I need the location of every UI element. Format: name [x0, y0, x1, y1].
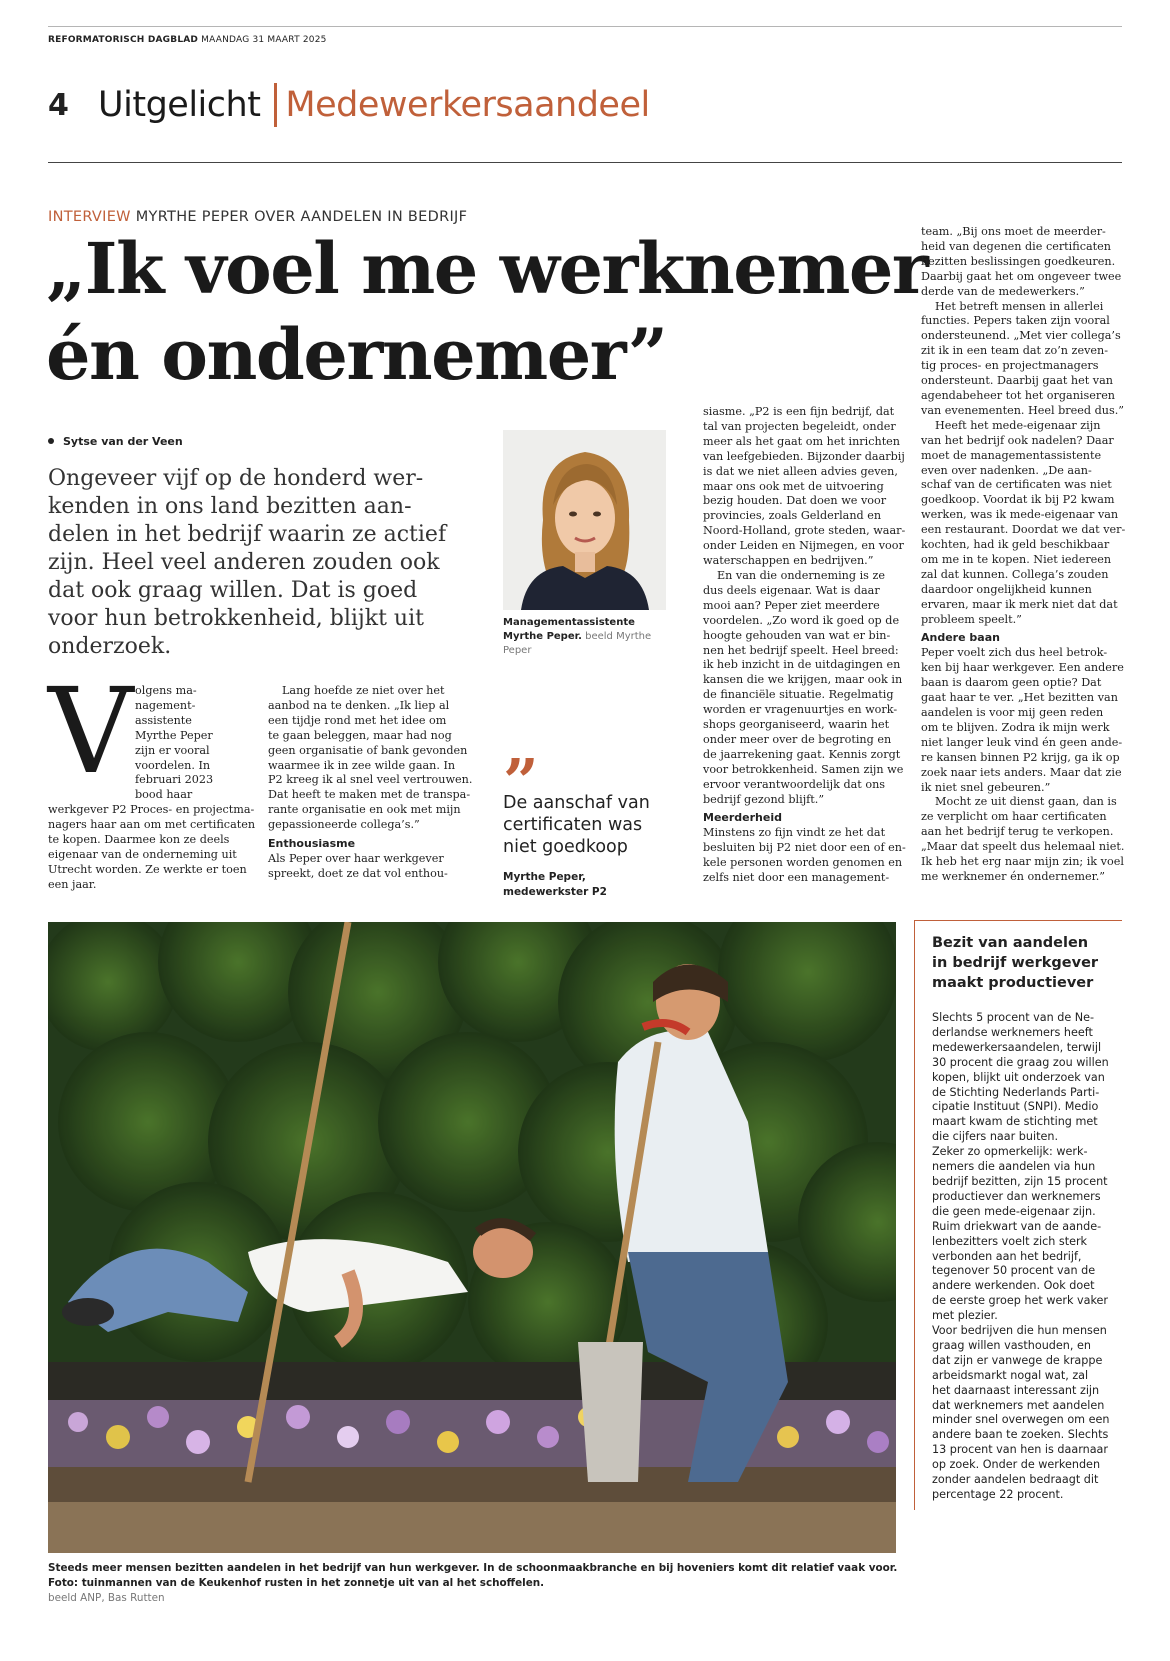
sidebar-text-line: arbeidsmarkt nogal wat, zal	[932, 1368, 1089, 1382]
photo-caption-line-1: Steeds meer mensen bezitten aandelen in het bedrijf van hun werkgever. In de schoonmaakbranche en bij hoveniers komt dit relatief vaak voor.	[48, 1562, 898, 1574]
section-title: Uitgelicht	[98, 85, 261, 125]
text-line: niet langer leuk vind én geen ande-	[921, 735, 1123, 749]
lead-line: onderzoek.	[48, 634, 172, 659]
text-line: ervoor verantwoordelijk dat ons	[703, 777, 886, 791]
section-subtitle: Medewerkersaandeel	[285, 85, 650, 125]
sidebar-text-line: de eerste groep het werk vaker	[932, 1294, 1109, 1308]
lead-line: kenden in ons land bezitten aan-	[48, 494, 412, 519]
text-line: van evenementen. Heel breed dus.”	[921, 403, 1124, 417]
sidebar-text-line: 13 procent van hen is daarnaar	[932, 1443, 1109, 1457]
pull-quote-attribution	[503, 870, 607, 900]
text-line: Ik heb het erg naar mijn zin; ik voel	[921, 855, 1124, 869]
text-line: tal van projecten begeleidt, onder	[703, 419, 896, 433]
sidebar-text-line: die cijfers naar buiten.	[932, 1130, 1058, 1144]
sidebar-text-line: cipatie Instituut (SNPI). Medio	[932, 1100, 1099, 1114]
page-number: 4	[48, 87, 69, 123]
masthead	[48, 35, 327, 45]
text-line: kansen die we krijgen, maar ook in	[703, 673, 903, 687]
text-line: aanbod na te denken. „Ik liep al	[268, 698, 450, 712]
text-line: voordelen. In	[135, 758, 211, 772]
pull-quote	[503, 792, 650, 858]
text-line: eigenaar van de onderneming uit	[48, 847, 237, 861]
sidebar-text-line: met plezier.	[932, 1309, 998, 1323]
text-line: provincies, zoals Gelderland en	[703, 509, 882, 523]
text-line: Dat heeft te maken met de transpa-	[268, 788, 471, 802]
text-line: schaf van de certificaten was niet	[921, 478, 1112, 492]
text-line: mooi aan? Peper ziet meerdere	[703, 598, 880, 612]
lead-line: zijn. Heel veel anderen zouden ook	[48, 550, 440, 575]
text-line: siasme. „P2 is een fijn bedrijf, dat	[703, 405, 895, 418]
article-headline	[46, 226, 928, 398]
sidebar-text-line: Zeker zo opmerkelijk: werk-	[932, 1145, 1088, 1159]
photo-caption-line-2: Foto: tuinmannen van de Keukenhof rusten in het zonnetje uit van al het schoffelen.	[48, 1577, 545, 1589]
photo-caption-line-2-wrap	[48, 1576, 897, 1606]
text-line: onder meer over de begroting en	[703, 732, 892, 746]
portrait-credit: beeld Myrthe	[585, 631, 652, 642]
quote-attr-role: medewerkster P2	[503, 886, 607, 898]
sidebar-text-line: derlandse werknemers heeft	[932, 1025, 1093, 1039]
text-line: ondersteunt. Daarbij gaat het van	[921, 374, 1113, 388]
portrait-illustration	[503, 430, 666, 610]
pull-quote-line: certificaten was	[503, 815, 643, 835]
article-column-4	[921, 225, 1125, 885]
text-line: bedrijf gezond blijft.”	[703, 792, 825, 806]
sidebar-text-line: percentage 22 procent.	[932, 1488, 1064, 1501]
text-line: nen het bedrijf speelt. Heel breed:	[703, 643, 899, 657]
lead-line: delen in het bedrijf waarin ze actief	[48, 522, 447, 547]
article-column-1	[48, 684, 255, 893]
sidebar-text-line: zonder aandelen bedraagt dit	[932, 1473, 1099, 1487]
text-line: shops georganiseerd, waarin het	[703, 718, 890, 732]
portrait-photo	[503, 430, 666, 610]
text-line: hoogte gehouden van wat er bin-	[703, 628, 891, 642]
sidebar-heading	[932, 933, 1098, 993]
text-line: ondersteunend. „Met vier collega’s	[921, 329, 1121, 343]
lead-line: dat ook graag willen. Dat is goed	[48, 578, 418, 603]
text-line: gepassioneerde collega’s.”	[268, 818, 420, 832]
text-line: Als Peper over haar werkgever	[268, 851, 444, 865]
text-line: te gaan beleggen, maar had nog	[268, 728, 452, 742]
text-line: de financiële situatie. Regelmatig	[703, 688, 894, 702]
text-line: derde van de medewerkers.”	[921, 284, 1085, 298]
text-line: olgens ma-	[135, 684, 197, 697]
gardeners-illustration	[48, 922, 896, 1553]
sidebar-text-line: lenbezitters voelt zich sterk	[932, 1234, 1088, 1248]
text-line: agendabeheer tot het organiseren	[921, 388, 1116, 402]
photo-credit: beeld ANP, Bas Rutten	[48, 1592, 165, 1604]
text-line: is dat we niet alleen advies geven,	[703, 464, 898, 478]
text-line: dus deels eigenaar. Wat is daar	[703, 583, 880, 597]
masthead-rule	[48, 26, 1122, 27]
text-line: zal dat kunnen. Collega’s zouden	[921, 567, 1109, 581]
text-line: „Maar dat speelt dus helemaal niet.	[921, 840, 1125, 854]
text-line: rante organisatie en ook met mijn	[268, 803, 461, 817]
sidebar-text-line: 30 procent die graag zou willen	[932, 1055, 1109, 1069]
text-line: waarmee ik in zee wilde gaan. In	[268, 758, 456, 772]
text-line: kele personen worden genomen en	[703, 856, 903, 870]
text-line: onder Leiden en Nijmegen, en voor	[703, 539, 904, 553]
sidebar-text-line: verbonden aan het bedrijf,	[932, 1249, 1082, 1263]
subheading: Meerderheid	[703, 811, 782, 825]
portrait-caption	[503, 616, 673, 658]
sidebar-text-line: maart kwam de stichting met	[932, 1115, 1098, 1129]
sidebar-text-line: die geen mede-eigenaar zijn.	[932, 1204, 1096, 1218]
sidebar-text-line: bedrijf bezitten, zijn 15 procent	[932, 1174, 1108, 1188]
text-line: werkgever P2 Proces- en projectma-	[48, 803, 255, 817]
text-line: aan het bedrijf terug te verkopen.	[921, 825, 1114, 839]
main-photo	[48, 922, 896, 1553]
text-line: goedkoop. Voordat ik bij P2 kwam	[921, 493, 1115, 507]
text-line: werken, was ik mede-eigenaar van	[921, 508, 1119, 522]
headline-line-1: „Ik voel me werknemer	[46, 227, 928, 310]
kicker-label: INTERVIEW	[48, 209, 131, 225]
issue-date: MAANDAG 31 MAART 2025	[201, 35, 327, 45]
sidebar-text-line: andere werkenden. Ook doet	[932, 1279, 1095, 1293]
sidebar-body	[932, 1011, 1109, 1503]
text-line: kochten, had ik geld beschikbaar	[921, 538, 1110, 552]
text-line: functies. Pepers taken zijn vooral	[921, 314, 1110, 328]
text-line: moet de managementassistente	[921, 448, 1102, 462]
text-line: ik niet snel gebeuren.”	[921, 780, 1051, 794]
text-line: van leefgebieden. Bijzonder daarbij	[703, 449, 905, 463]
headline-line-2: én ondernemer”	[46, 313, 667, 396]
text-line: bood haar	[135, 788, 193, 802]
text-line: P2 kreeg ik al snel veel vertrouwen.	[268, 773, 473, 787]
sidebar-heading-line: Bezit van aandelen	[932, 935, 1089, 951]
sidebar-text-line: op zoek. Onder de werkenden	[932, 1458, 1101, 1472]
text-line: voordelen. „Zo word ik goed op de	[703, 613, 900, 627]
text-line: ik heb inzicht in de uitdagingen en	[703, 658, 901, 672]
text-line: Peper voelt zich dus heel betrok-	[921, 646, 1108, 660]
text-line: even over nadenken. „De aan-	[921, 463, 1092, 477]
text-line: spreekt, doet ze dat vol enthou-	[268, 866, 448, 880]
article-lead	[48, 465, 453, 661]
sidebar-text-line: Ruim driekwart van de aande-	[932, 1219, 1102, 1233]
sidebar-text-line: nemers die aandelen via hun	[932, 1160, 1096, 1174]
sidebar-text-line: kopen, blijkt uit onderzoek van	[932, 1070, 1105, 1084]
text-line: ken bij haar werkgever. Een andere	[921, 661, 1124, 675]
text-line: Myrthe Peper	[135, 728, 213, 742]
author-name: Sytse van der Veen	[63, 435, 183, 448]
lead-line: voor hun betrokkenheid, blijkt uit	[48, 606, 424, 631]
pull-quote-line: niet goedkoop	[503, 837, 628, 857]
text-line: Lang hoefde ze niet over het	[282, 684, 445, 697]
text-line: me werknemer én ondernemer.”	[921, 869, 1105, 883]
sidebar-text-line: productiever dan werknemers	[932, 1189, 1101, 1203]
sidebar-text-line: medewerkersaandelen, terwijl	[932, 1040, 1102, 1054]
text-line: waterschappen en bedrijven.”	[703, 554, 874, 568]
text-line: Utrecht worden. Ze werkte er toen	[48, 862, 247, 876]
text-line: ervaren, maar ik merk niet dat dat	[921, 597, 1118, 611]
article-column-3	[703, 405, 906, 886]
text-line: februari 2023	[135, 773, 214, 787]
sidebar-text-line: Slechts 5 procent van de Ne-	[932, 1011, 1095, 1024]
subheading: Andere baan	[921, 631, 1000, 645]
text-line: nagement-	[135, 698, 196, 712]
sidebar-text-line: graag willen vasthouden, en	[932, 1338, 1091, 1352]
text-line: zit ik in een team dat zo’n zeven-	[921, 344, 1109, 358]
text-line: bezig houden. Dat doen we voor	[703, 494, 887, 508]
text-line: heid van degenen die certificaten	[921, 239, 1111, 253]
bullet-icon	[48, 438, 54, 444]
text-line: Mocht ze uit dienst gaan, dan is	[935, 795, 1117, 809]
text-line: worden er vragenuurtjes en work-	[703, 703, 898, 717]
sidebar-heading-line: maakt productiever	[932, 975, 1094, 991]
quote-mark-icon: ”	[503, 745, 539, 818]
text-line: te kopen. Daarmee kon ze deels	[48, 833, 230, 847]
sidebar-text-line: de Stichting Nederlands Parti-	[932, 1085, 1100, 1099]
portrait-caption-line-1: Managementassistente	[503, 617, 635, 628]
lead-line: Ongeveer vijf op de honderd wer-	[48, 466, 424, 491]
text-line: zoek naar iets anders. Maar dat zie	[921, 765, 1122, 779]
paper-name: REFORMATORISCH DAGBLAD	[48, 35, 199, 45]
portrait-credit-2: Peper	[503, 645, 532, 656]
text-line: ze verplicht om haar certificaten	[921, 810, 1107, 824]
sidebar-text-line: dat zijn er vanwege de krappe	[932, 1353, 1103, 1367]
text-line: een restaurant. Doordat we dat ver-	[921, 523, 1126, 537]
text-line: zijn er vooral	[135, 743, 210, 757]
text-line: maar ons ook met de uitvoering	[703, 479, 884, 493]
byline	[48, 435, 183, 448]
text-line: gaat haar te ver. „Het bezitten van	[921, 691, 1118, 705]
text-line: besluiten bij P2 niet door een of en-	[703, 841, 906, 855]
sidebar-heading-line: in bedrijf werkgever	[932, 955, 1099, 971]
kicker-text: MYRTHE PEPER OVER AANDELEN IN BEDRIJF	[135, 209, 468, 225]
text-line: de jaarrekening gaat. Kennis zorgt	[703, 747, 901, 761]
sidebar-text-line: dat werknemers met aandelen	[932, 1398, 1105, 1412]
section-bar	[48, 80, 650, 130]
text-line: daardoor ongelijkheid kunnen	[921, 582, 1092, 596]
text-line: een tijdje rond met het idee om	[268, 713, 447, 727]
text-line: Het betreft mensen in allerlei	[935, 299, 1104, 313]
drop-cap: V	[48, 662, 134, 800]
text-line: Daarbij gaat het om ongeveer twee	[921, 269, 1122, 283]
text-line: bezitten beslissingen goedkeuren.	[921, 254, 1116, 268]
text-line: van het bedrijf ook nadelen? Daar	[921, 433, 1114, 447]
text-line: Minstens zo fijn vindt ze het dat	[703, 826, 886, 840]
text-line: meer als het gaat om het inrichten	[703, 434, 901, 448]
sidebar-text-line: minder snel overwegen om een	[932, 1413, 1110, 1427]
text-line: tig proces- en projectmanagers	[921, 359, 1099, 373]
quote-attr-name: Myrthe Peper,	[503, 871, 586, 883]
text-line: aandelen is voor mij geen reden	[921, 706, 1104, 719]
text-line: voor betrokkenheid. Samen zijn we	[703, 762, 904, 776]
text-line: En van die onderneming is ze	[717, 568, 885, 582]
sidebar-text-line: andere baan te zoeken. Slechts	[932, 1428, 1109, 1442]
text-line: assistente	[135, 713, 192, 727]
text-line: zelfs niet door een management-	[703, 871, 890, 885]
pull-quote-line: De aanschaf van	[503, 793, 650, 813]
subheading: Enthousiasme	[268, 837, 356, 851]
text-line: baan is daarom geen optie? Dat	[921, 676, 1102, 690]
text-line: een jaar.	[48, 877, 97, 891]
text-line: probleem speelt.”	[921, 612, 1022, 626]
section-separator	[274, 83, 277, 127]
text-line: nagers haar aan om met certificaten	[48, 818, 256, 832]
sidebar-text-line: het daarnaast interessant zijn	[932, 1383, 1100, 1397]
text-line: Heeft het mede-eigenaar zijn	[935, 418, 1101, 432]
text-line: team. „Bij ons moet de meerder-	[921, 225, 1106, 238]
sidebar-text-line: tegenover 50 procent van de	[932, 1264, 1096, 1278]
photo-caption	[48, 1561, 897, 1606]
portrait-caption-line-2: Myrthe Peper.	[503, 631, 582, 642]
text-line: om te blijven. Zodra ik mijn werk	[921, 720, 1110, 734]
text-line: re kansen binnen P2 krijg, ga ik op	[921, 750, 1120, 764]
article-kicker	[48, 209, 467, 225]
section-rule	[48, 162, 1122, 163]
sidebar-text-line: Voor bedrijven die hun mensen	[932, 1324, 1107, 1338]
text-line: geen organisatie of bank gevonden	[268, 743, 468, 757]
text-line: om me in te kopen. Niet iedereen	[921, 552, 1112, 566]
text-line: Noord-Holland, grote steden, waar-	[703, 524, 906, 538]
article-column-2	[268, 684, 472, 882]
